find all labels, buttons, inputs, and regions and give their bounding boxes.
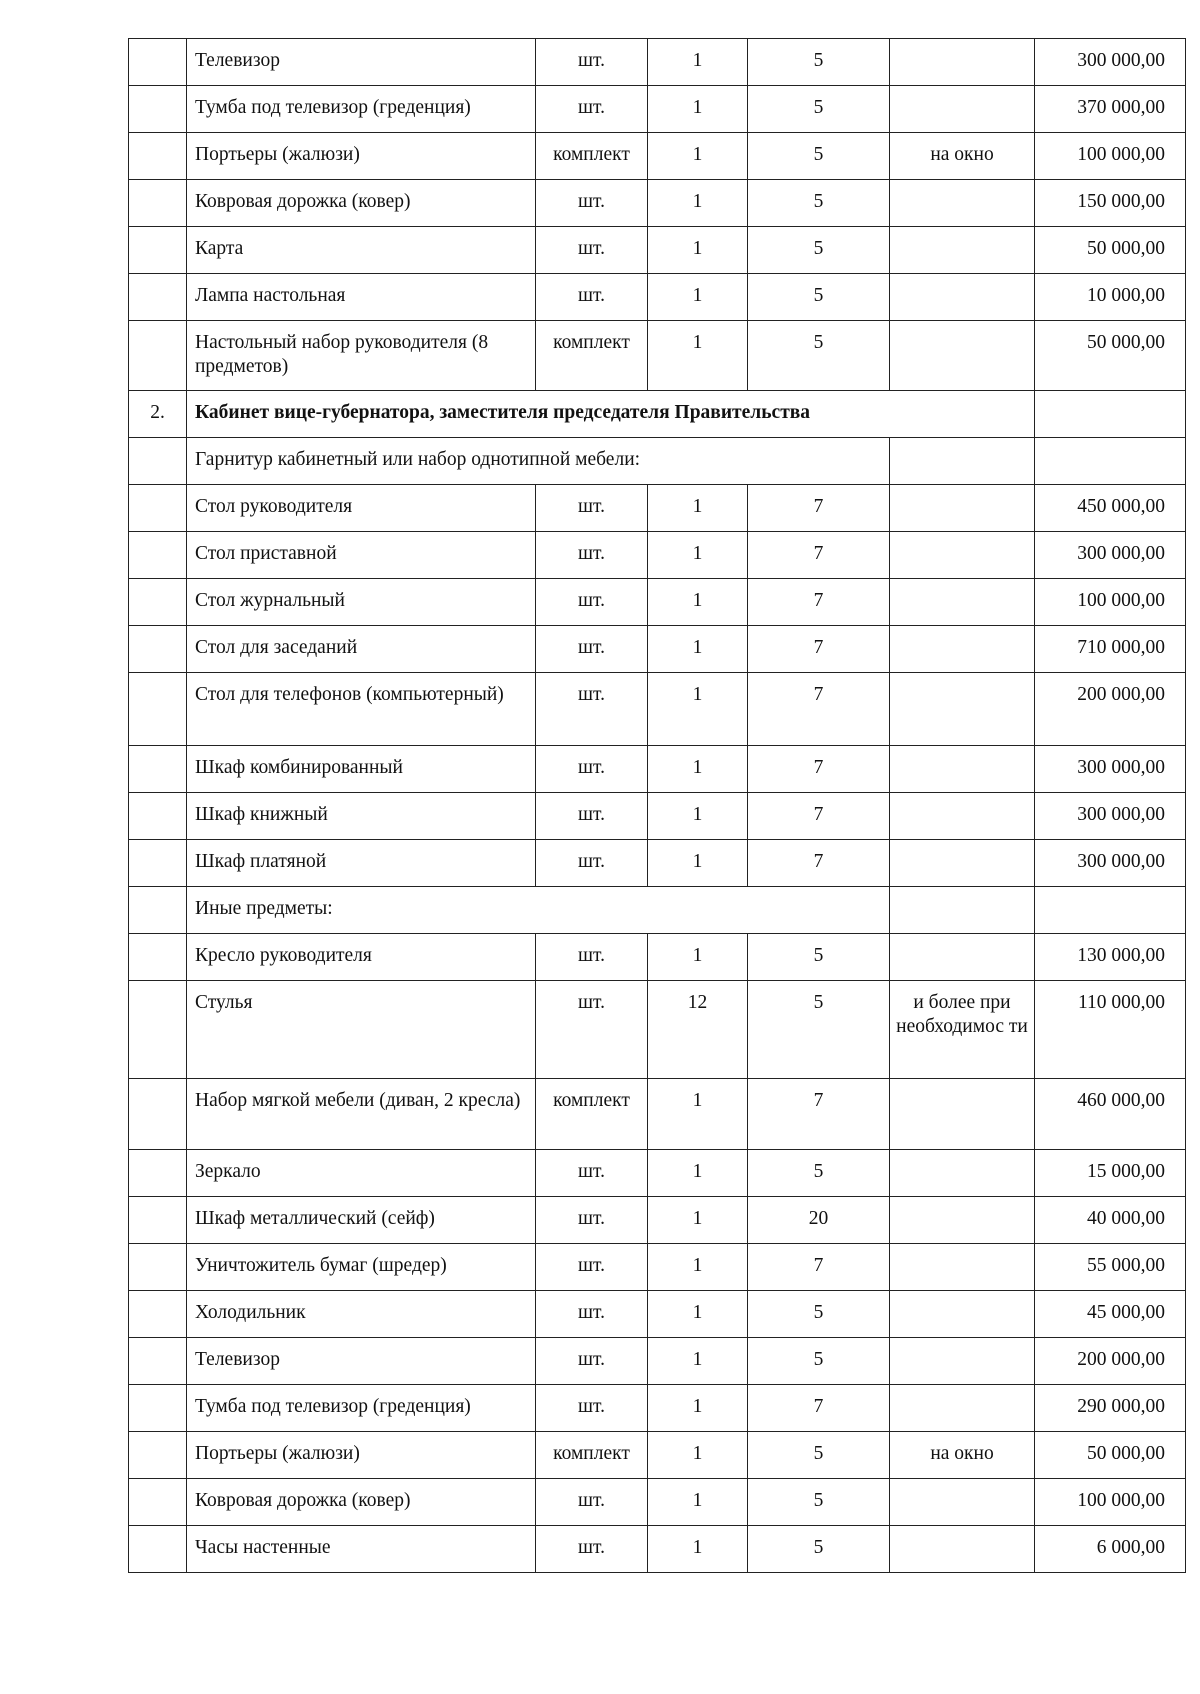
price-cell: 55 000,00 xyxy=(1035,1244,1186,1291)
table-row xyxy=(129,1197,1186,1244)
group-header-row xyxy=(129,887,1186,934)
document-sheet xyxy=(128,38,1186,1573)
price-cell: 15 000,00 xyxy=(1035,1150,1186,1197)
note-cell xyxy=(890,1385,1035,1432)
item-name-cell: Портьеры (жалюзи) xyxy=(187,1432,536,1479)
section-title-cell: Кабинет вице-губернатора, заместителя председателя Правительства xyxy=(187,391,1035,438)
unit-cell: шт. xyxy=(536,1338,648,1385)
service-years-cell: 5 xyxy=(748,934,890,981)
table-row xyxy=(129,1432,1186,1479)
price-cell: 300 000,00 xyxy=(1035,793,1186,840)
service-years-cell: 5 xyxy=(748,1150,890,1197)
service-years-cell: 5 xyxy=(748,1432,890,1479)
quantity-cell: 1 xyxy=(648,1079,748,1150)
quantity-cell: 1 xyxy=(648,227,748,274)
unit-cell: шт. xyxy=(536,180,648,227)
unit-cell: шт. xyxy=(536,1526,648,1573)
quantity-cell: 1 xyxy=(648,1526,748,1573)
quantity-cell: 1 xyxy=(648,934,748,981)
quantity-cell: 1 xyxy=(648,485,748,532)
group-title-cell: Гарнитур кабинетный или набор однотипной мебели: xyxy=(187,438,890,485)
service-years-cell: 5 xyxy=(748,1479,890,1526)
item-name-cell: Шкаф металлический (сейф) xyxy=(187,1197,536,1244)
row-number-cell xyxy=(129,746,187,793)
price-cell xyxy=(1035,391,1186,438)
row-number-cell xyxy=(129,934,187,981)
note-cell xyxy=(890,1479,1035,1526)
table-row xyxy=(129,39,1186,86)
quantity-cell: 1 xyxy=(648,180,748,227)
note-cell xyxy=(890,793,1035,840)
row-number-cell xyxy=(129,180,187,227)
quantity-cell: 1 xyxy=(648,86,748,133)
row-number-cell xyxy=(129,133,187,180)
item-name-cell: Тумба под телевизор (греденция) xyxy=(187,1385,536,1432)
table-row xyxy=(129,1291,1186,1338)
row-number-cell xyxy=(129,579,187,626)
quantity-cell: 1 xyxy=(648,1244,748,1291)
quantity-cell: 1 xyxy=(648,840,748,887)
price-cell: 200 000,00 xyxy=(1035,1338,1186,1385)
table-row xyxy=(129,1338,1186,1385)
row-number-cell xyxy=(129,793,187,840)
note-cell xyxy=(890,626,1035,673)
row-number-cell xyxy=(129,1479,187,1526)
price-cell: 710 000,00 xyxy=(1035,626,1186,673)
service-years-cell: 7 xyxy=(748,673,890,746)
service-years-cell: 7 xyxy=(748,1079,890,1150)
unit-cell: шт. xyxy=(536,934,648,981)
item-name-cell: Настольный набор руководителя (8 предметов) xyxy=(187,321,536,391)
quantity-cell: 1 xyxy=(648,1150,748,1197)
price-cell: 100 000,00 xyxy=(1035,133,1186,180)
note-cell: и более при необходимос ти xyxy=(890,981,1035,1079)
price-cell: 130 000,00 xyxy=(1035,934,1186,981)
row-number-cell xyxy=(129,485,187,532)
unit-cell: шт. xyxy=(536,793,648,840)
item-name-cell: Портьеры (жалюзи) xyxy=(187,133,536,180)
price-cell: 100 000,00 xyxy=(1035,1479,1186,1526)
note-cell xyxy=(890,1150,1035,1197)
table-row xyxy=(129,86,1186,133)
note-cell xyxy=(890,1244,1035,1291)
note-cell xyxy=(890,39,1035,86)
item-name-cell: Стулья xyxy=(187,981,536,1079)
quantity-cell: 1 xyxy=(648,1291,748,1338)
row-number-cell xyxy=(129,1338,187,1385)
price-cell: 50 000,00 xyxy=(1035,321,1186,391)
note-cell xyxy=(890,1526,1035,1573)
note-cell xyxy=(890,934,1035,981)
price-cell xyxy=(1035,438,1186,485)
price-cell: 290 000,00 xyxy=(1035,1385,1186,1432)
item-name-cell: Зеркало xyxy=(187,1150,536,1197)
item-name-cell: Тумба под телевизор (греденция) xyxy=(187,86,536,133)
note-cell xyxy=(890,673,1035,746)
quantity-cell: 1 xyxy=(648,133,748,180)
note-cell xyxy=(890,485,1035,532)
unit-cell: шт. xyxy=(536,1197,648,1244)
row-number-cell xyxy=(129,86,187,133)
row-number-cell xyxy=(129,1197,187,1244)
price-cell: 300 000,00 xyxy=(1035,840,1186,887)
item-name-cell: Ковровая дорожка (ковер) xyxy=(187,180,536,227)
service-years-cell: 7 xyxy=(748,746,890,793)
service-years-cell: 5 xyxy=(748,274,890,321)
table-row xyxy=(129,746,1186,793)
table-row xyxy=(129,626,1186,673)
table-row xyxy=(129,840,1186,887)
row-number-cell xyxy=(129,39,187,86)
inventory-table xyxy=(128,38,1186,1573)
unit-cell: комплект xyxy=(536,1432,648,1479)
note-cell xyxy=(890,227,1035,274)
item-name-cell: Стол приставной xyxy=(187,532,536,579)
row-number-cell xyxy=(129,840,187,887)
table-row xyxy=(129,1385,1186,1432)
note-cell xyxy=(890,274,1035,321)
unit-cell: комплект xyxy=(536,321,648,391)
quantity-cell: 1 xyxy=(648,532,748,579)
service-years-cell: 20 xyxy=(748,1197,890,1244)
unit-cell: шт. xyxy=(536,274,648,321)
quantity-cell: 1 xyxy=(648,321,748,391)
item-name-cell: Стол для телефонов (компьютерный) xyxy=(187,673,536,746)
item-name-cell: Кресло руководителя xyxy=(187,934,536,981)
unit-cell: шт. xyxy=(536,1291,648,1338)
service-years-cell: 7 xyxy=(748,579,890,626)
unit-cell: шт. xyxy=(536,227,648,274)
item-name-cell: Холодильник xyxy=(187,1291,536,1338)
item-name-cell: Шкаф книжный xyxy=(187,793,536,840)
price-cell: 50 000,00 xyxy=(1035,227,1186,274)
unit-cell: шт. xyxy=(536,39,648,86)
item-name-cell: Шкаф платяной xyxy=(187,840,536,887)
item-name-cell: Стол журнальный xyxy=(187,579,536,626)
row-number-cell xyxy=(129,673,187,746)
unit-cell: шт. xyxy=(536,579,648,626)
row-number-cell xyxy=(129,227,187,274)
unit-cell: шт. xyxy=(536,981,648,1079)
price-cell: 370 000,00 xyxy=(1035,86,1186,133)
item-name-cell: Карта xyxy=(187,227,536,274)
quantity-cell: 1 xyxy=(648,1432,748,1479)
service-years-cell: 7 xyxy=(748,532,890,579)
quantity-cell: 1 xyxy=(648,579,748,626)
unit-cell: шт. xyxy=(536,673,648,746)
row-number-cell xyxy=(129,532,187,579)
table-row xyxy=(129,981,1186,1079)
price-cell: 100 000,00 xyxy=(1035,579,1186,626)
table-row xyxy=(129,321,1186,391)
service-years-cell: 5 xyxy=(748,321,890,391)
service-years-cell: 7 xyxy=(748,626,890,673)
note-cell xyxy=(890,532,1035,579)
quantity-cell: 1 xyxy=(648,1385,748,1432)
row-number-cell xyxy=(129,981,187,1079)
quantity-cell: 1 xyxy=(648,39,748,86)
service-years-cell: 5 xyxy=(748,1291,890,1338)
table-row xyxy=(129,532,1186,579)
price-cell: 150 000,00 xyxy=(1035,180,1186,227)
table-row xyxy=(129,934,1186,981)
row-number-cell xyxy=(129,1432,187,1479)
price-cell: 10 000,00 xyxy=(1035,274,1186,321)
table-row xyxy=(129,180,1186,227)
group-title-cell: Иные предметы: xyxy=(187,887,890,934)
item-name-cell: Ковровая дорожка (ковер) xyxy=(187,1479,536,1526)
price-cell: 200 000,00 xyxy=(1035,673,1186,746)
item-name-cell: Стол для заседаний xyxy=(187,626,536,673)
note-cell xyxy=(890,746,1035,793)
unit-cell: шт. xyxy=(536,840,648,887)
table-row xyxy=(129,227,1186,274)
unit-cell: шт. xyxy=(536,485,648,532)
unit-cell: комплект xyxy=(536,133,648,180)
table-row xyxy=(129,1079,1186,1150)
service-years-cell: 5 xyxy=(748,227,890,274)
unit-cell: шт. xyxy=(536,1385,648,1432)
table-row xyxy=(129,274,1186,321)
table-row xyxy=(129,673,1186,746)
item-name-cell: Телевизор xyxy=(187,1338,536,1385)
service-years-cell: 7 xyxy=(748,1385,890,1432)
row-number-cell xyxy=(129,1150,187,1197)
note-cell xyxy=(890,180,1035,227)
service-years-cell: 5 xyxy=(748,981,890,1079)
section-header-row xyxy=(129,391,1186,438)
service-years-cell: 5 xyxy=(748,133,890,180)
price-cell xyxy=(1035,887,1186,934)
quantity-cell: 1 xyxy=(648,1197,748,1244)
inventory-table-body xyxy=(129,39,1186,1573)
note-cell: на окно xyxy=(890,133,1035,180)
unit-cell: шт. xyxy=(536,1479,648,1526)
note-cell xyxy=(890,86,1035,133)
item-name-cell: Набор мягкой мебели (диван, 2 кресла) xyxy=(187,1079,536,1150)
unit-cell: шт. xyxy=(536,1244,648,1291)
item-name-cell: Стол руководителя xyxy=(187,485,536,532)
table-row xyxy=(129,1150,1186,1197)
table-row xyxy=(129,793,1186,840)
service-years-cell: 5 xyxy=(748,39,890,86)
service-years-cell: 7 xyxy=(748,485,890,532)
row-number-cell xyxy=(129,1526,187,1573)
table-row xyxy=(129,1244,1186,1291)
row-number-cell xyxy=(129,887,187,934)
row-number-cell xyxy=(129,626,187,673)
table-row xyxy=(129,579,1186,626)
row-number-cell xyxy=(129,438,187,485)
note-cell xyxy=(890,887,1035,934)
quantity-cell: 1 xyxy=(648,673,748,746)
item-name-cell: Лампа настольная xyxy=(187,274,536,321)
price-cell: 450 000,00 xyxy=(1035,485,1186,532)
price-cell: 45 000,00 xyxy=(1035,1291,1186,1338)
quantity-cell: 1 xyxy=(648,626,748,673)
table-row xyxy=(129,133,1186,180)
service-years-cell: 5 xyxy=(748,180,890,227)
service-years-cell: 5 xyxy=(748,1338,890,1385)
price-cell: 300 000,00 xyxy=(1035,39,1186,86)
quantity-cell: 1 xyxy=(648,1338,748,1385)
price-cell: 300 000,00 xyxy=(1035,746,1186,793)
service-years-cell: 5 xyxy=(748,86,890,133)
unit-cell: шт. xyxy=(536,746,648,793)
quantity-cell: 1 xyxy=(648,274,748,321)
quantity-cell: 1 xyxy=(648,1479,748,1526)
price-cell: 50 000,00 xyxy=(1035,1432,1186,1479)
note-cell xyxy=(890,321,1035,391)
price-cell: 6 000,00 xyxy=(1035,1526,1186,1573)
price-cell: 460 000,00 xyxy=(1035,1079,1186,1150)
note-cell xyxy=(890,1079,1035,1150)
note-cell xyxy=(890,1197,1035,1244)
note-cell xyxy=(890,579,1035,626)
unit-cell: шт. xyxy=(536,86,648,133)
item-name-cell: Телевизор xyxy=(187,39,536,86)
row-number-cell xyxy=(129,1291,187,1338)
quantity-cell: 1 xyxy=(648,793,748,840)
unit-cell: шт. xyxy=(536,532,648,579)
table-row xyxy=(129,1526,1186,1573)
service-years-cell: 7 xyxy=(748,1244,890,1291)
item-name-cell: Уничтожитель бумаг (шредер) xyxy=(187,1244,536,1291)
group-header-row xyxy=(129,438,1186,485)
unit-cell: шт. xyxy=(536,1150,648,1197)
table-row xyxy=(129,1479,1186,1526)
item-name-cell: Часы настенные xyxy=(187,1526,536,1573)
section-number-cell: 2. xyxy=(129,391,187,438)
row-number-cell xyxy=(129,1385,187,1432)
quantity-cell: 12 xyxy=(648,981,748,1079)
price-cell: 40 000,00 xyxy=(1035,1197,1186,1244)
service-years-cell: 7 xyxy=(748,840,890,887)
price-cell: 110 000,00 xyxy=(1035,981,1186,1079)
unit-cell: комплект xyxy=(536,1079,648,1150)
service-years-cell: 7 xyxy=(748,793,890,840)
row-number-cell xyxy=(129,274,187,321)
note-cell xyxy=(890,1338,1035,1385)
row-number-cell xyxy=(129,1079,187,1150)
price-cell: 300 000,00 xyxy=(1035,532,1186,579)
table-row xyxy=(129,485,1186,532)
quantity-cell: 1 xyxy=(648,746,748,793)
note-cell xyxy=(890,840,1035,887)
row-number-cell xyxy=(129,321,187,391)
note-cell xyxy=(890,438,1035,485)
unit-cell: шт. xyxy=(536,626,648,673)
item-name-cell: Шкаф комбинированный xyxy=(187,746,536,793)
note-cell: на окно xyxy=(890,1432,1035,1479)
row-number-cell xyxy=(129,1244,187,1291)
service-years-cell: 5 xyxy=(748,1526,890,1573)
note-cell xyxy=(890,1291,1035,1338)
